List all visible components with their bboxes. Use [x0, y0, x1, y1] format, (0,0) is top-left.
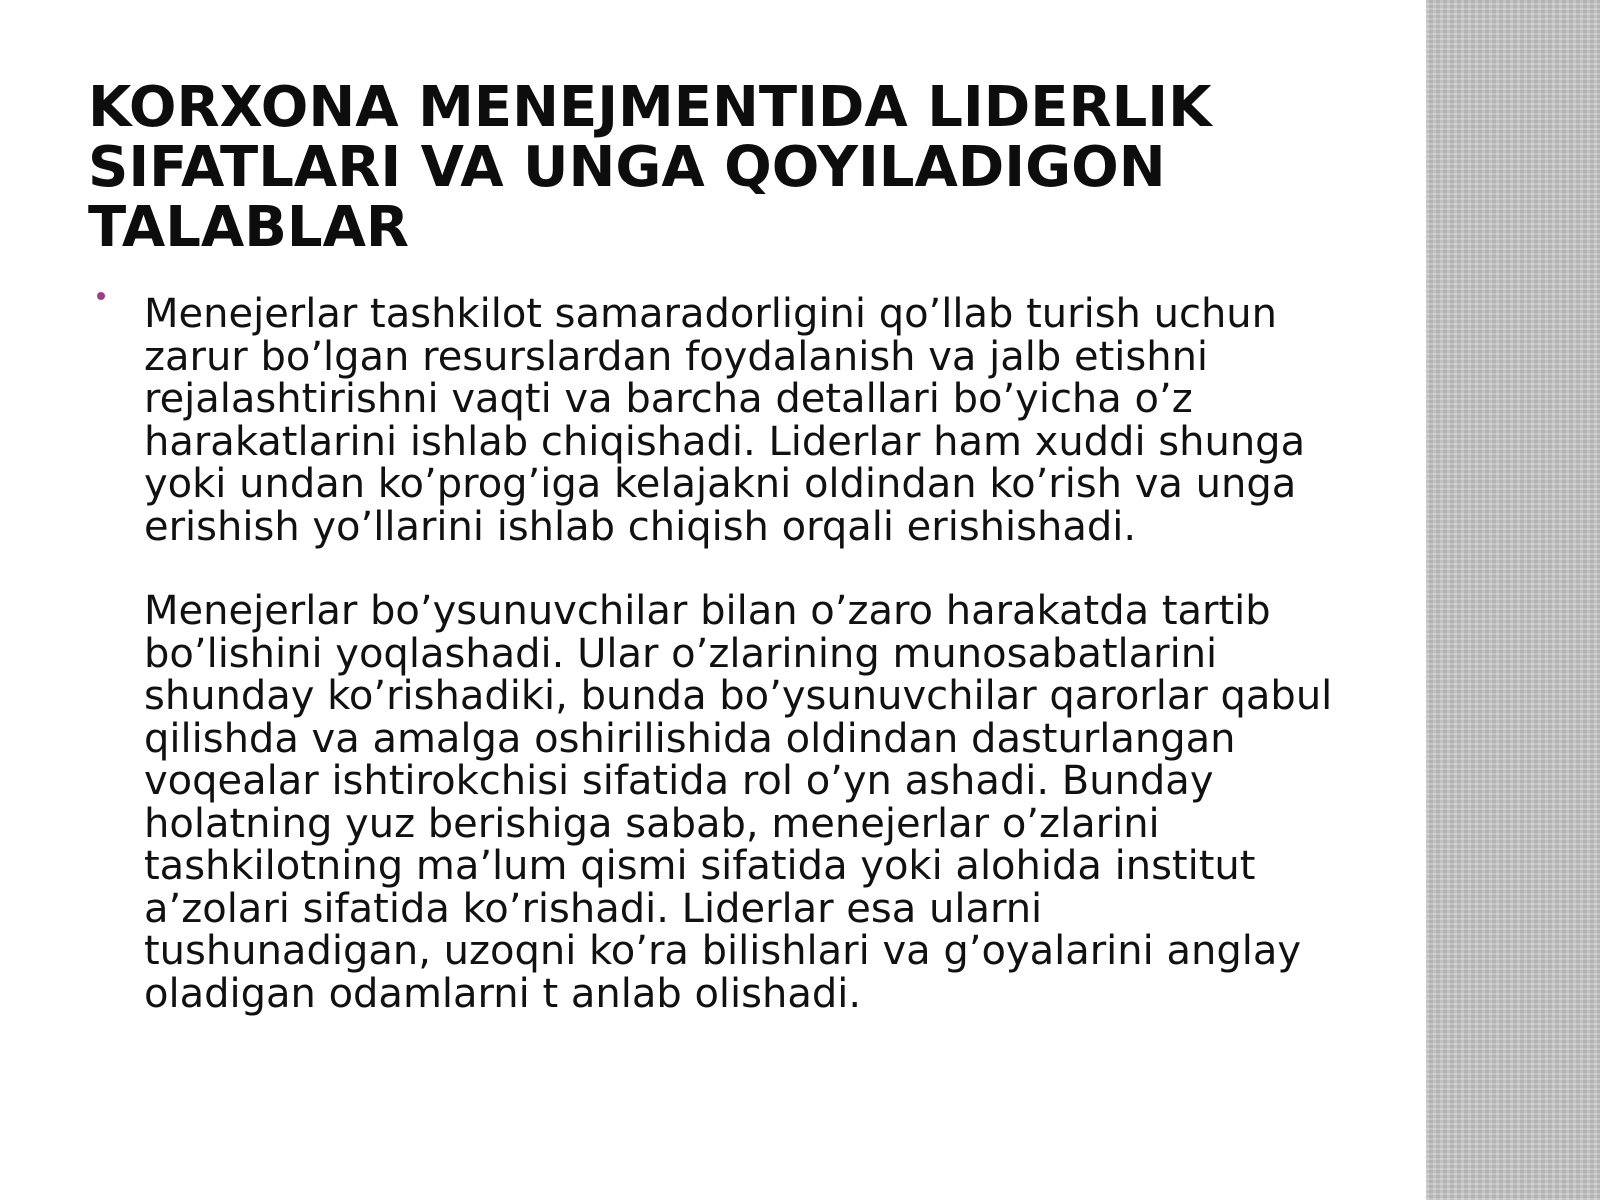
slide-title: KORXONA MENEJMENTIDA LIDERLIK SIFATLARI VA UNGA QOYILADIGON TALABLAR: [88, 75, 1212, 260]
paragraph-2: Menejerlar bo’ysunuvchilar bilan o’zaro harakatda tartib bo’lishini yoqlashadi. Ular o’zlarining munosabatlarini shunday ko’rishadiki, bunda bo’ysunuvchilar qarorlar qabul qilishda va amalga oshirilishida oldindan dasturlangan voqealar ishtirokchisi sifatida rol o’yn ashadi. Bunday holatning yuz berishiga sabab, menejerlar o’zlarini tashkilotning ma’lum qismi sifatida yoki alohida institut a’zolari sifatida ko’rishadi. Liderlar esa ularni tushunadigan, uzoqni ko’ra bilishlari va g’oyalarini anglay oladigan odamlarni t anlab olishadi.: [144, 588, 1333, 1017]
bullet-icon: [97, 292, 105, 300]
slide-body: [144, 293, 1334, 1015]
paragraph-1: Menejerlar tashkilot samaradorligini qo’llab turish uchun zarur bo’lgan resurslardan foydalanish va jalb etishni rejalashtirishni vaqti va barcha detallari bo’yicha o’z harakatlarini ishlab chiqishadi. Liderlar ham xuddi shunga yoki undan ko’prog’iga kelajakni oldindan ko’rish va unga erishish yo’llarini ishlab chiqish orqali erishishadi.: [144, 291, 1306, 550]
decorative-side-panel: [1426, 0, 1600, 1200]
